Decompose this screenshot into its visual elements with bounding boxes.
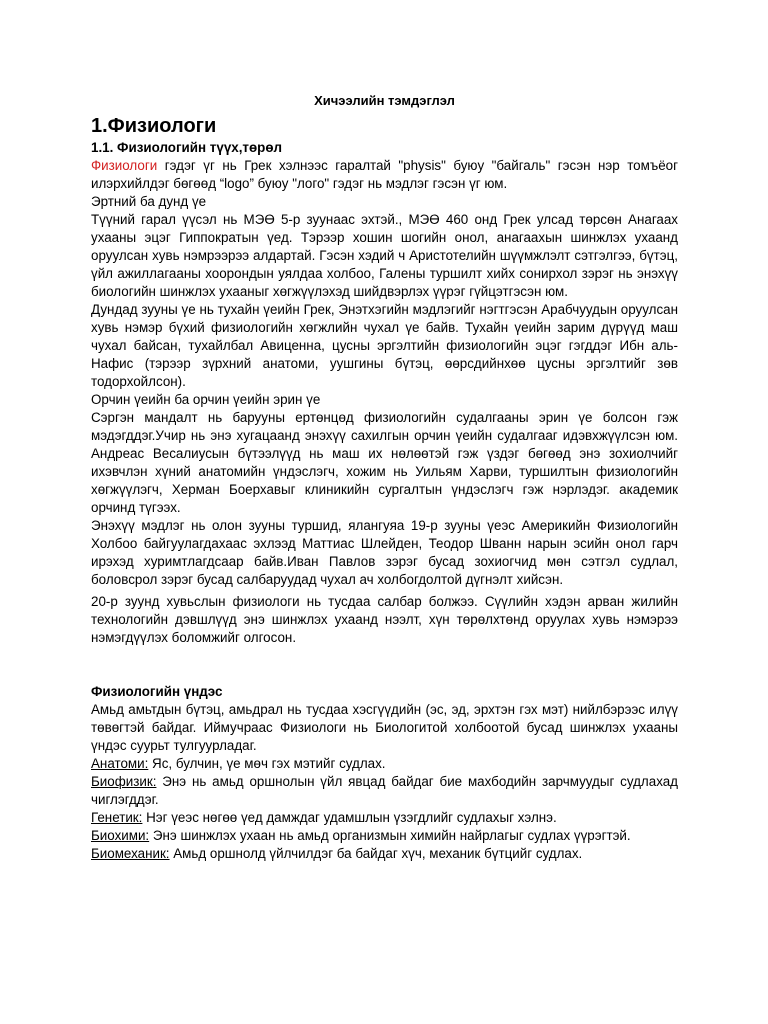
term-genetics: [91, 809, 678, 827]
intro-paragraph: [91, 157, 678, 193]
term-definition: Амьд оршнолд үйлчилдэг ба байдаг хүч, механик бүтцийг судлах.: [169, 846, 583, 861]
subheading-modern: Орчин үеийн ба орчин үеийн эрин үе: [91, 392, 321, 407]
term-label: Биофизик:: [91, 774, 157, 789]
basis-paragraph: Амьд амьтдын бүтэц, амьдрал нь тусдаа хэсгүүдийн (эс, эд, эрхтэн гэх мэт) нийлбэрээс илүү төвөгтэй байдаг. Иймучраас Физиологи нь Биологитой холбоотой бусад шинжлэх ухааны үндэс суурьт тулгуурладаг.: [91, 702, 678, 753]
ancient-paragraph-2: Дундад зууны үе нь тухайн үеийн Грек, Энэтхэгийн мэдлэгийг нэгтгэсэн Арабчуудын оруулсан хувь нэмэр бүхий физиологийн хөгжлийн чухал үе байв. Тухайн үеийн зарим дүрүүд маш чухал байсан, тухайлбал Авиценна, цусны эргэлтийн физиологийн эцэг гэгддэг Ибн аль-Нафис (тэрээр зүрхний анатоми, уушгины бүтэц, өөрсдийнхөө цусны эргэлтийг зөв тодорхойлсон).: [91, 302, 678, 389]
modern-paragraph-3: 20-р зуунд хувьслын физиологи нь тусдаа салбар болжээ. Сүүлийн хэдэн арван жилийн технологийн дэвшлүүд энэ шинжлэх ухаанд нээлт, хүн төрөлхтөнд оруулах хувь нэмэрээ нэмэгдүүлэх боломжийг олгосон.: [91, 594, 678, 645]
document-title: Хичээлийн тэмдэглэл: [314, 93, 455, 108]
term-label: Биохими:: [91, 828, 150, 843]
highlighted-term: Физиологи: [91, 158, 158, 173]
term-label: Анатоми:: [91, 756, 149, 771]
term-biophysics: [91, 773, 678, 809]
term-label: Биомеханик:: [91, 846, 170, 861]
intro-text: гэдэг үг нь Грек хэлнээс гаралтай "physis" буюу "байгаль" гэсэн нэр томъёог илэрхийлдэг бөгөөд “logo” буюу "лого" гэдэг нь мэдлэг гэсэн үг юм.: [91, 158, 678, 191]
modern-paragraph-2: Энэхүү мэдлэг нь олон зууны туршид, ялангуяа 19-р зууны үеэс Америкийн Физиологийн Холбоо байгуулагдахаас эхлээд Маттиас Шлейден, Теодор Шванн нарын эсийн онол гарч ирэхэд хуримтлагдсаар байв.Иван Павлов зэрэг бусад зохиогчид мөн сэтгэл судлал, боловсрол зэрэг бусад салбаруудад чухал ач холбогдолтой дүгнэлт хийсэн.: [91, 518, 678, 587]
subheading-ancient: Эртний ба дунд үе: [91, 194, 207, 209]
heading-history-types: 1.1. Физиологийн түүх,төрөл: [91, 140, 283, 155]
ancient-paragraph-1: Түүний гарал үүсэл нь МЭӨ 5-р зуунаас эхтэй., МЭӨ 460 онд Грек улсад төрсөн Анагаах ухааны эцэг Гиппократын үед. Тэрээр хошин шогийн онол, анагаахын шинжлэх ухаанд оруулсан хувь нэмрээрээ алдартай. Гэсэн хэдий ч Аристотелийн шүүмжлэлт сэтгэлгээ, бүтэц, үйл ажиллагааны хоорондын уялдаа холбоо, Галены туршилт хийх сонирхол зэрэг нь энэхүү биологийн шинжлэх ухааныг хөгжүүлэхэд шийдвэрлэх үүрэг гүйцэтгэсэн юм.: [91, 212, 678, 299]
term-definition: Энэ нь амьд оршнолын үйл явцад байдаг бие махбодийн зарчмуудыг судлахад чиглэгддэг.: [91, 774, 678, 807]
term-definition: Яс, булчин, үе мөч гэх мэтийг судлах.: [148, 756, 386, 771]
heading-physiology-basis: Физиологийн үндэс: [91, 684, 223, 699]
term-definition: Нэг үеэс нөгөө үед дамждаг удамшлын үзэгдлийг судлахыг хэлнэ.: [142, 810, 557, 825]
heading-physiology: 1.Физиологи: [91, 115, 217, 137]
term-label: Генетик:: [91, 810, 143, 825]
section-spacer: [91, 647, 678, 683]
term-anatomy: [91, 755, 678, 773]
document-page: [91, 92, 678, 863]
term-biochemistry: [91, 827, 678, 845]
term-biomechanics: [91, 845, 678, 863]
term-definition: Энэ шинжлэх ухаан нь амьд организмын химийн найрлагыг судлах үүрэгтэй.: [149, 828, 631, 843]
modern-paragraph-1: Сэргэн мандалт нь барууны ертөнцөд физиологийн судалгааны эрин үе болсон гэж мэдэгддэг.Учир нь энэ хугацаанд энэхүү сахилгын орчин үеийн судалгааг идэвхжүүлсэн юм. Андреас Весалиусын бүтээлүүд нь маш их нөлөөтэй гэж үздэг бөгөөд энэ зохиолчийг ихэвчлэн хүний анатомийн үндэслэгч, хожим нь Уильям Харви, туршилтын физиологийн хөгжүүлэгч, Херман Боерхавыг клиникийн сургалтын үндэслэгч гэж нэрлэдэг. академик орчинд түгээх.: [91, 410, 678, 515]
